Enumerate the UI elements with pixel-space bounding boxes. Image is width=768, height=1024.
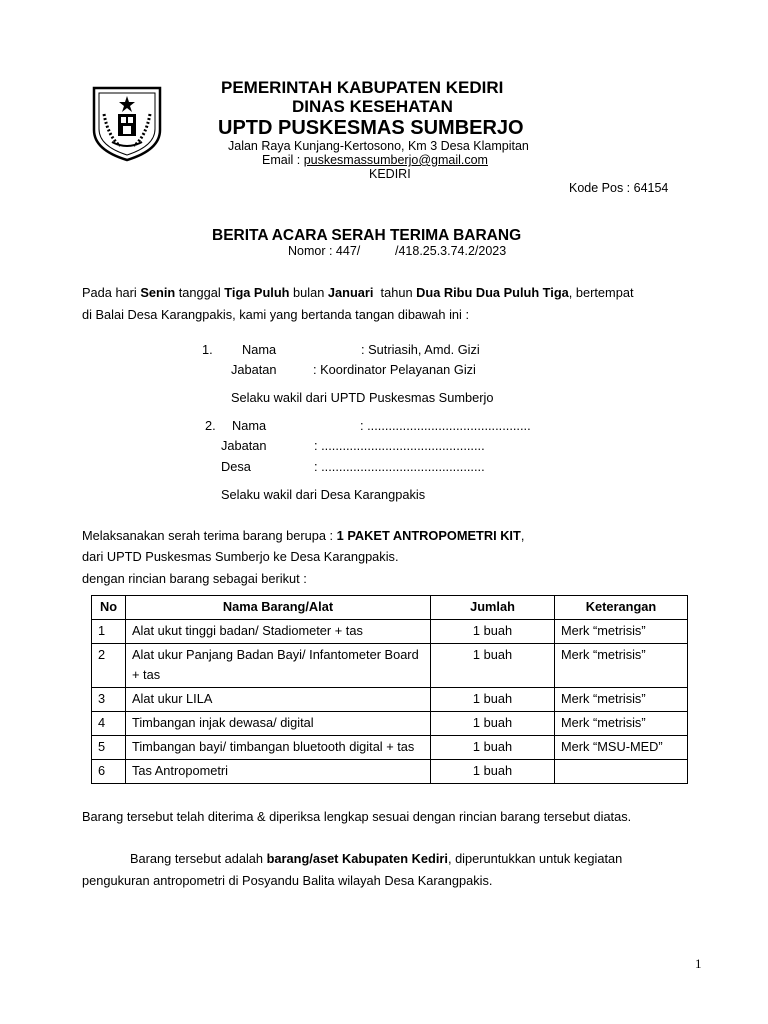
closing-line-3: pengukuran antropometri di Posyandu Balita wilayah Desa Karangpakis. bbox=[82, 873, 493, 888]
handover-line-3: dengan rincian barang sebagai berikut : bbox=[82, 571, 307, 586]
intro-text: Pada hari bbox=[82, 285, 141, 300]
cell-notes: Merk “metrisis” bbox=[555, 620, 688, 644]
closing-asset: barang/aset Kabupaten Kediri bbox=[266, 851, 448, 866]
table-header-row bbox=[92, 596, 688, 620]
party1-name-label: Nama bbox=[242, 342, 277, 357]
items-table bbox=[91, 595, 688, 784]
table-row bbox=[92, 688, 688, 712]
header-notes: Keterangan bbox=[555, 596, 688, 620]
address: Jalan Raya Kunjang-Kertosono, Km 3 Desa Klampitan bbox=[228, 139, 529, 153]
table-row bbox=[92, 620, 688, 644]
doc-number-suffix: /418.25.3.74.2/2023 bbox=[395, 244, 507, 258]
postal-code: Kode Pos : 64154 bbox=[569, 181, 669, 195]
handover-text: , bbox=[520, 528, 525, 543]
party2-name-label: Nama bbox=[232, 418, 267, 433]
cell-no: 4 bbox=[92, 712, 126, 736]
party2-job-label: Jabatan bbox=[221, 438, 267, 453]
party2-village-value: : .............................................. bbox=[314, 459, 485, 474]
handover-text: Melaksanakan serah terima barang berupa : bbox=[82, 528, 337, 543]
cell-notes: Merk “metrisis” bbox=[555, 688, 688, 712]
intro-line-2: di Balai Desa Karangpakis, kami yang bertanda tangan dibawah ini : bbox=[82, 307, 469, 322]
unit-title: UPTD PUSKESMAS SUMBERJO bbox=[218, 117, 524, 139]
table-row bbox=[92, 760, 688, 784]
party2-village-label: Desa bbox=[221, 459, 251, 474]
page-number: 1 bbox=[695, 956, 702, 971]
intro-line-1 bbox=[82, 285, 634, 300]
cell-qty: 1 buah bbox=[431, 736, 555, 760]
party1-number: 1. bbox=[202, 342, 213, 357]
cell-item: Tas Antropometri bbox=[126, 760, 431, 784]
handover-item: 1 PAKET ANTROPOMETRI KIT bbox=[336, 528, 521, 543]
cell-no: 5 bbox=[92, 736, 126, 760]
party1-job-label: Jabatan bbox=[231, 362, 277, 377]
cell-no: 6 bbox=[92, 760, 126, 784]
cell-item: Alat ukur LILA bbox=[126, 688, 431, 712]
intro-text: tanggal bbox=[175, 285, 225, 300]
cell-qty: 1 buah bbox=[431, 712, 555, 736]
cell-item: Alat ukur Panjang Badan Bayi/ Infantometer Board + tas bbox=[126, 644, 431, 688]
party2-name-value: : .............................................. bbox=[360, 418, 531, 433]
city: KEDIRI bbox=[369, 167, 411, 181]
cell-qty: 1 buah bbox=[431, 620, 555, 644]
intro-text: bulan bbox=[289, 285, 328, 300]
email-label: Email : bbox=[262, 153, 304, 167]
email-link[interactable]: puskesmassumberjo@gmail.com bbox=[303, 153, 488, 167]
intro-day: Senin bbox=[140, 285, 176, 300]
handover-line-2: dari UPTD Puskesmas Sumberjo ke Desa Karangpakis. bbox=[82, 549, 399, 564]
cell-qty: 1 buah bbox=[431, 760, 555, 784]
dept-title: DINAS KESEHATAN bbox=[292, 97, 453, 116]
header-quantity: Jumlah bbox=[431, 596, 555, 620]
intro-text: tahun bbox=[373, 285, 417, 300]
cell-qty: 1 buah bbox=[431, 688, 555, 712]
intro-month: Januari bbox=[327, 285, 374, 300]
intro-year: Dua Ribu Dua Puluh Tiga bbox=[416, 285, 569, 300]
header-no: No bbox=[92, 596, 126, 620]
email-line bbox=[262, 153, 488, 167]
cell-no: 3 bbox=[92, 688, 126, 712]
party2-job-value: : .............................................. bbox=[314, 438, 485, 453]
table-row bbox=[92, 644, 688, 688]
closing-text: , diperuntukkan untuk kegiatan bbox=[447, 851, 623, 866]
closing-line-2 bbox=[130, 851, 622, 866]
cell-notes: Merk “metrisis” bbox=[555, 644, 688, 688]
cell-no: 1 bbox=[92, 620, 126, 644]
party2-number: 2. bbox=[205, 418, 216, 433]
doc-number-prefix: Nomor : 447/ bbox=[288, 244, 361, 258]
header-item-name: Nama Barang/Alat bbox=[126, 596, 431, 620]
cell-item: Timbangan injak dewasa/ digital bbox=[126, 712, 431, 736]
intro-date: Tiga Puluh bbox=[224, 285, 290, 300]
document-title: BERITA ACARA SERAH TERIMA BARANG bbox=[212, 227, 522, 244]
cell-item: Timbangan bayi/ timbangan bluetooth digital + tas bbox=[126, 736, 431, 760]
cell-item: Alat ukut tinggi badan/ Stadiometer + tas bbox=[126, 620, 431, 644]
party1-name-value: : Sutriasih, Amd. Gizi bbox=[361, 342, 480, 357]
cell-no: 2 bbox=[92, 644, 126, 688]
closing-line-1: Barang tersebut telah diterima & diperiksa lengkap sesuai dengan rincian barang tersebut diatas. bbox=[82, 809, 632, 824]
intro-text: , bertempat bbox=[568, 285, 634, 300]
cell-notes: Merk “MSU-MED” bbox=[555, 736, 688, 760]
party1-job-value: : Koordinator Pelayanan Gizi bbox=[313, 362, 476, 377]
cell-qty: 1 buah bbox=[431, 644, 555, 688]
kediri-coat-of-arms-icon bbox=[90, 84, 164, 162]
party2-role: Selaku wakil dari Desa Karangpakis bbox=[221, 487, 426, 502]
party1-role: Selaku wakil dari UPTD Puskesmas Sumberjo bbox=[231, 390, 494, 405]
table-row bbox=[92, 712, 688, 736]
cell-notes bbox=[555, 760, 688, 784]
table-row bbox=[92, 736, 688, 760]
closing-text: Barang tersebut adalah bbox=[130, 851, 267, 866]
gov-title: PEMERINTAH KABUPATEN KEDIRI bbox=[221, 78, 504, 97]
cell-notes: Merk “metrisis” bbox=[555, 712, 688, 736]
handover-line-1 bbox=[82, 528, 524, 543]
